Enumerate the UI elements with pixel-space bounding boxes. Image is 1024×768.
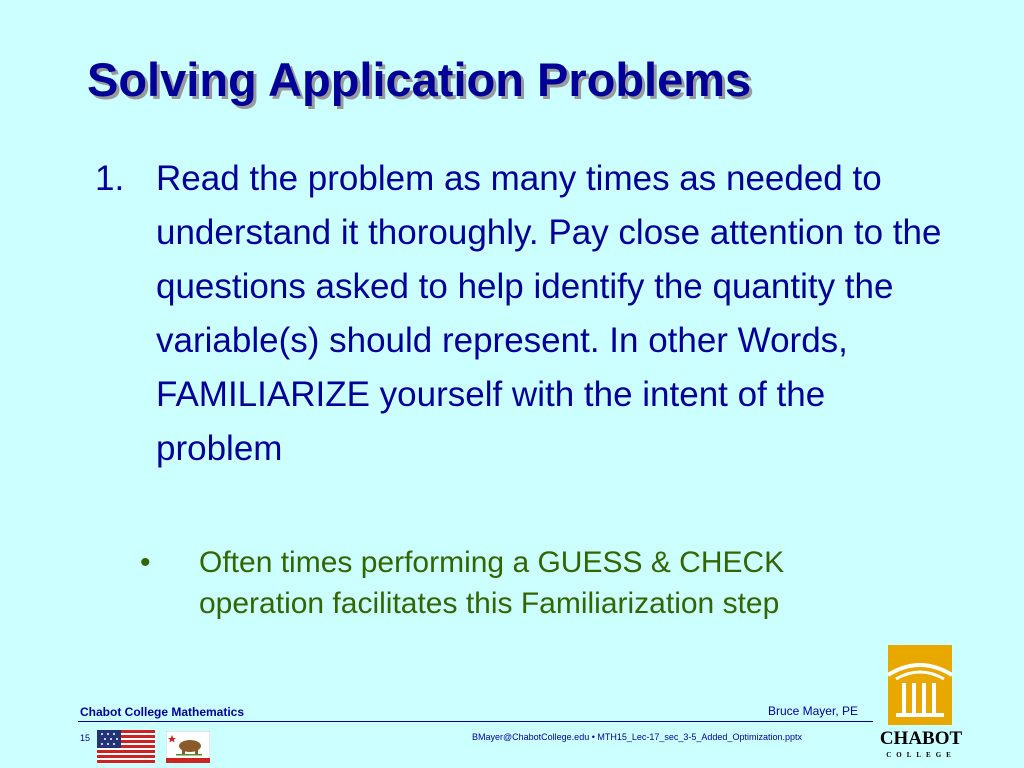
slide-title: Solving Application Problems xyxy=(87,53,752,106)
numbered-item xyxy=(95,152,955,476)
bullet-icon: • xyxy=(140,546,151,579)
footer-author: Bruce Mayer, PE xyxy=(767,704,858,718)
us-flag-icon xyxy=(97,730,155,764)
california-flag-icon xyxy=(166,731,210,763)
footer-divider xyxy=(78,721,873,722)
sub-bullet-text: Often times performing a GUESS & CHECK operation facilitates this Familiarization step xyxy=(199,546,785,620)
file-info: BMayer@ChabotCollege.edu • MTH15_Lec-17_sec_3-5_Added_Optimization.pptx xyxy=(472,732,802,742)
item-text: Read the problem as many times as needed to understand it thoroughly. Pay close attention to the questions asked to help identify the quantity the variable(s) should represent. In other Words, FAMILIARIZE yourself with the intent of the problem xyxy=(156,159,942,468)
page-number: 15 xyxy=(80,733,91,743)
item-number: 1. xyxy=(95,159,125,198)
sub-bullet-item xyxy=(140,542,840,624)
footer-college: Chabot College Mathematics xyxy=(80,705,245,719)
logo-name: CHABOT xyxy=(879,728,963,749)
logo-subtitle: COLLEGE xyxy=(886,751,956,759)
